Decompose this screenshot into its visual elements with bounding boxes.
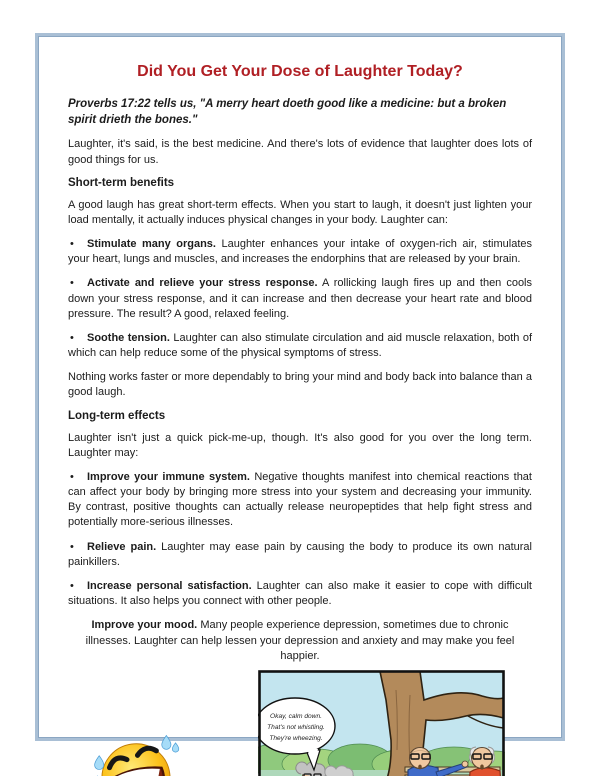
page-title: Did You Get Your Dose of Laughter Today? — [137, 63, 463, 80]
bullet-text: Laughter enhances your intake of oxygen-rich air, stimulates your heart, lungs and muscles, and increases the endorphins that are released by your brain. — [68, 238, 533, 266]
bullet-icon: • — [70, 579, 74, 592]
bullet-icon: • — [70, 277, 74, 290]
bullet-icon: • — [70, 470, 74, 483]
images-row — [68, 670, 532, 776]
park-bench-wheezing-cartoon — [258, 670, 505, 776]
speech-line-2: That's not whistling. — [267, 723, 325, 731]
heading-short-term-benefits: Short-term benefits — [68, 176, 175, 189]
intro-paragraph: Laughter, it's said, is the best medicine. And there's lots of evidence that laughter does lots of good things for us. — [68, 138, 532, 166]
mood-lead: Improve your mood. — [91, 619, 198, 632]
bullet-stimulate-organs — [68, 237, 532, 267]
bullet-lead: Stimulate many organs. — [87, 238, 216, 251]
bullet-icon: • — [70, 331, 74, 344]
bullet-text: Negative thoughts manifest into chemical reactions that can affect your body by bringing more stress into your system and decreasing your immunity. By contrast, positive thoughts can actually release neuropeptides that help fight stress and potentially more-serious illnesses. — [68, 470, 532, 529]
bullet-immune-system — [68, 470, 532, 531]
bullet-lead: Increase personal satisfaction. — [87, 579, 252, 592]
bullet-text: Laughter may ease pain by causing the body to produce its own natural painkillers. — [68, 540, 532, 568]
bullet-text: A rollicking laugh fires up and then cools down your stress response, and it can increase and then decrease your heart rate and blood pressure. The result? A good, relaxed feeling. — [68, 277, 533, 320]
bullet-text: Laughter can also stimulate circulation and aid muscle relaxation, both of which can help reduce some of the physical symptoms of stress. — [68, 331, 533, 360]
bullet-soothe-tension — [68, 331, 532, 361]
bullet-icon: • — [70, 540, 74, 553]
scripture-quote: Proverbs 17:22 tells us, "A merry heart doeth good like a medicine: but a broken spirit drieth the bones." — [68, 98, 507, 127]
mood-text: Many people experience depression, sometimes due to chronic illnesses. Laughter can help lessen your depression and anxiety and may make you feel happier. — [85, 619, 515, 662]
short-term-outro: Nothing works faster or more dependably to bring your mind and body back into balance than a good laugh. — [68, 371, 532, 399]
document-page — [35, 33, 565, 741]
bullet-personal-satisfaction — [68, 579, 532, 609]
improve-mood-paragraph — [68, 618, 532, 664]
short-term-intro: A good laugh has great short-term effects. When you start to laugh, it doesn't just lighten your load mentally, it actually induces physical changes in your body. Laughter can: — [68, 198, 532, 226]
speech-line-1: Okay, calm down. — [270, 712, 322, 720]
bullet-lead: Activate and relieve your stress response. — [87, 277, 318, 290]
bullet-lead: Improve your immune system. — [87, 470, 250, 483]
long-term-intro: Laughter isn't just a quick pick-me-up, though. It's also good for you over the long term. Laughter may: — [68, 431, 532, 459]
bullet-lead: Relieve pain. — [87, 540, 157, 553]
bullet-stress-response — [68, 276, 532, 322]
bullet-icon: • — [70, 238, 74, 251]
bullet-relieve-pain — [68, 540, 532, 570]
bullet-text: Laughter can also make it easier to cope with difficult situations. It also helps you connect with other people. — [68, 579, 532, 608]
speech-line-3: They're wheezing. — [269, 734, 323, 742]
laughing-with-tears-emoji — [88, 730, 184, 776]
heading-long-term-effects: Long-term effects — [68, 409, 166, 422]
bullet-lead: Soothe tension. — [87, 331, 170, 344]
